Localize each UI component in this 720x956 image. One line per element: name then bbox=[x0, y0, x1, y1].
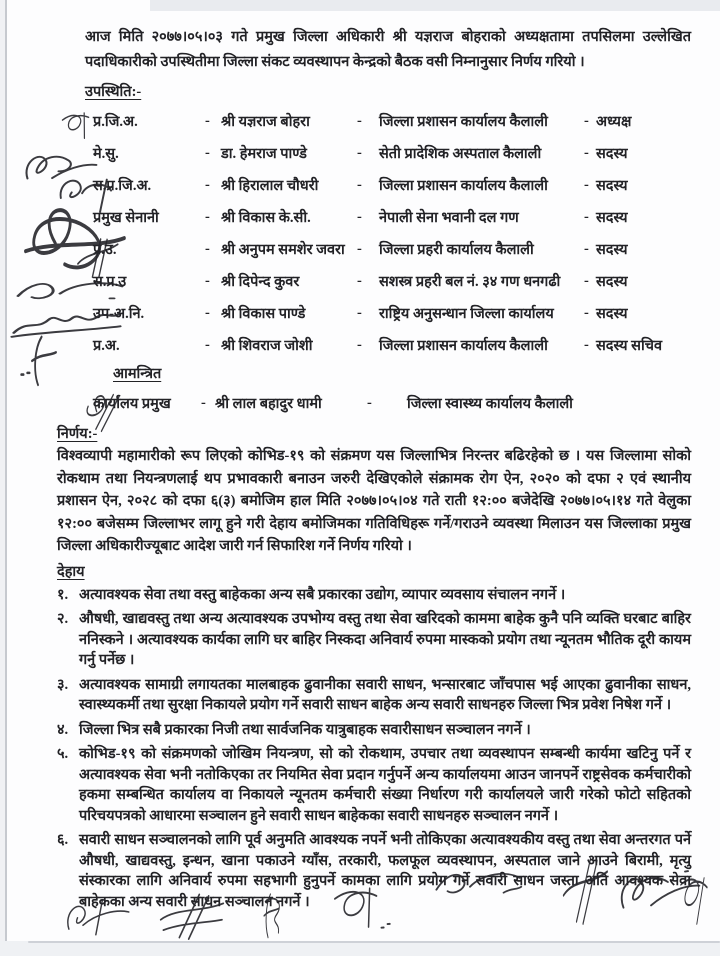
attendee-office: जिल्ला प्रहरी कार्यालय कैलाली bbox=[379, 242, 534, 258]
separator-dash: - bbox=[584, 112, 589, 129]
separator-dash: - bbox=[205, 240, 210, 257]
separator-dash: - bbox=[357, 304, 362, 321]
attendee-role: अध्यक्ष bbox=[596, 114, 632, 130]
attendee-name: श्री यज्ञराज बोहरा bbox=[221, 114, 310, 130]
invited-name: श्री लाल बहादुर धामी bbox=[215, 396, 322, 412]
attendee-office: राष्ट्रिय अनुसन्धान जिल्ला कार्यालय bbox=[379, 306, 554, 322]
attendee-role: सदस्य bbox=[596, 146, 628, 162]
attendee-name: श्री विकास के.सी. bbox=[221, 210, 311, 226]
separator-dash: - bbox=[584, 272, 589, 289]
attendee-name: श्री हिरालाल चौधरी bbox=[221, 178, 319, 194]
attendee-row bbox=[93, 265, 691, 297]
attendee-post: स.प्र.जि.अ. bbox=[93, 178, 152, 194]
document-content bbox=[57, 25, 691, 916]
list-item-text: कोभिड-१९ को संक्रमणको जोखिम नियन्त्रण, सो को रोकथाम, उपचार तथा व्यवस्थापन सम्बन्धी कार्यमा खटिनु पर्ने र अत्यावश्यक सेवा भनी नतोकिएका तर नियमित सेवा प्रदान गर्नुपर्ने अन्य कार्यालयमा आउन जानपर्ने राष्ट्रसेवक कर्मचारीको हकमा सम्बन्धित कार्यालय वा निकायले न्यूनतम कर्मचारी संख्या निर्धारण गरी कार्यालयले जारी गरेको फोटो सहितको परिचयपत्रको आधारमा सञ्चालन हुने सवारी साधन बाहेकका सवारी साधनहरु सञ्चालन नगर्ने । bbox=[79, 746, 691, 824]
separator-dash: - bbox=[367, 394, 372, 411]
invited-row bbox=[93, 387, 691, 419]
list-item bbox=[57, 830, 691, 912]
list-item bbox=[57, 609, 691, 671]
invited-post: कार्यालय प्रमुख bbox=[93, 396, 171, 412]
attendee-post: प्र.जि.अ. bbox=[93, 114, 138, 130]
attendee-row bbox=[93, 105, 691, 137]
separator-dash: - bbox=[357, 144, 362, 161]
decision-paragraph: विश्वव्यापी महामारीको रूप लिएको कोभिड-१९ को संक्रमण यस जिल्लाभित्र निरन्तर बढिरहेको छ । यस जिल्लामा सोको रोकथाम तथा नियन्त्रणलाई थप प्रभावकारी बनाउन जरुरी देखिएकोले संक्रामक रोग ऐन, २०२० को दफा २ एवं स्थानीय प्रशासन ऐन, २०२८ को दफा ६(३) बमोजिम हाल मिति २०७७।०५।०४ गते राती १२:०० बजेदेखि २०७७।०५।१४ गते वेलुका १२:०० बजेसम्म जिल्लाभर लागू हुने गरी देहाय बमोजिमका गतिविधिहरू गर्ने/गराउने व्यवस्था मिलाउन यस जिल्लाका प्रमुख जिल्ला अधिकारीज्यूबाट आदेश जारी गर्न सिफारिश गर्ने निर्णय गरियो । bbox=[57, 448, 691, 554]
attendee-row bbox=[93, 137, 691, 169]
separator-dash: - bbox=[205, 336, 210, 353]
attendee-office: सेती प्रादेशिक अस्पताल कैलाली bbox=[379, 146, 542, 162]
attendee-post: प्र.उ. bbox=[93, 242, 117, 258]
list-item bbox=[57, 720, 691, 741]
separator-dash: - bbox=[205, 112, 210, 129]
list-item-text: जिल्ला भित्र सबै प्रकारका निजी तथा सार्वजनिक यात्रुबाहक सवारीसाधन सञ्चालन नगर्ने । bbox=[79, 721, 531, 738]
separator-dash: - bbox=[357, 176, 362, 193]
separator-dash: - bbox=[584, 176, 589, 193]
invited-heading: आमन्त्रित bbox=[113, 366, 162, 382]
attendee-role: सदस्य bbox=[596, 306, 628, 322]
list-item bbox=[57, 744, 691, 826]
page-bottom-edge bbox=[28, 941, 720, 943]
attendee-row bbox=[93, 201, 691, 233]
separator-dash: - bbox=[205, 304, 210, 321]
scan-top-shadow bbox=[150, 0, 720, 11]
separator-dash: - bbox=[584, 304, 589, 321]
annex-heading: देहाय bbox=[57, 563, 85, 580]
list-item-number: ६. bbox=[57, 832, 69, 848]
attendee-office: जिल्ला प्रशासन कार्यालय कैलाली bbox=[379, 114, 548, 130]
attendee-role: सदस्य bbox=[596, 210, 628, 226]
attendee-row bbox=[93, 297, 691, 329]
separator-dash: - bbox=[205, 176, 210, 193]
separator-dash: - bbox=[201, 394, 206, 411]
list-item-text: अत्यावश्यक सामाग्री लगायतका मालबाहक ढुवानीका सवारी साधन, भन्सारबाट जाँचपास भई आएका ढुवानीका साधन, स्वास्थ्यकर्मी तथा सुरक्षा निकायले प्रयोग गर्ने सवारी साधन बाहेक अन्य सवारी साधनहरु जिल्ला भित्र प्रवेश निषेश गर्ने । bbox=[79, 676, 691, 713]
attendee-row bbox=[93, 169, 691, 201]
attendee-post: उप-अ.नि. bbox=[93, 306, 145, 322]
attendee-role: सदस्य bbox=[596, 178, 628, 194]
document-body bbox=[7, 11, 720, 941]
invited-office: जिल्ला स्वास्थ्य कार्यालय कैलाली bbox=[407, 396, 573, 412]
meeting-intro-paragraph: आज मिति २०७७।०५।०३ गते प्रमुख जिल्ला अधिकारी श्री यज्ञराज बोहराको अध्यक्षतामा तपसिलमा उल्लेखित पदाधिकारीको उपस्थितीमा जिल्ला संकट व्यवस्थापन केन्द्रको बैठक वसी निम्नानुसार निर्णय गरियो । bbox=[85, 29, 691, 70]
separator-dash: - bbox=[357, 112, 362, 129]
attendee-row bbox=[93, 233, 691, 265]
separator-dash: - bbox=[357, 336, 362, 353]
decision-item-list bbox=[57, 585, 691, 913]
attendee-post: प्र.अ. bbox=[93, 338, 120, 354]
attendee-row bbox=[93, 329, 691, 361]
separator-dash: - bbox=[205, 272, 210, 289]
attendee-post: स.प्र.उ bbox=[93, 274, 127, 290]
separator-dash: - bbox=[584, 144, 589, 161]
list-item-number: ५. bbox=[57, 746, 69, 762]
separator-dash: - bbox=[584, 336, 589, 353]
list-item bbox=[57, 585, 691, 606]
list-item-text: अत्यावश्यक सेवा तथा वस्तु बाहेकका अन्य सबै प्रकारका उद्योग, व्यापार व्यवसाय संचालन नगर्ने । bbox=[79, 586, 566, 603]
attendee-post: प्रमुख सेनानी bbox=[93, 210, 159, 226]
list-item-text: औषधी, खाद्यवस्तु तथा अन्य अत्यावश्यक उपभोग्य वस्तु तथा सेवा खरिदको काममा बाहेक कुनै पनि व्यक्ति घरबाट बाहिर ननिस्कने । अत्यावश्यक कार्यका लागि घर बाहिर निस्कदा अनिवार्य रुपमा मास्कको प्रयोग तथा न्यूनतम भौतिक दूरी कायम गर्नु पर्नेछ । bbox=[79, 611, 691, 668]
list-item-number: २. bbox=[57, 611, 69, 627]
attendee-office: नेपाली सेना भवानी दल गण bbox=[379, 210, 519, 226]
attendee-office: सशस्त्र प्रहरी बल नं. ३४ गण धनगढी bbox=[379, 274, 561, 290]
attendee-post: मे.सु. bbox=[93, 146, 119, 162]
list-item-text: सवारी साधन सञ्चालनको लागि पूर्व अनुमति आवश्यक नपर्ने भनी तोकिएका अत्यावश्यकीय वस्तु तथा सेवा अन्तरगत पर्ने औषधी, खाद्यवस्तु, इन्धन, खाना पकाउने ग्याँस, तरकारी, फलफूल व्यवस्थापन, अस्पताल जाने आउने बिरामी, मृत्यु संस्कारका लागि अनिवार्य रुपमा सहभागी हुनुपर्ने कामका लागि प्रयोग गर्ने सवारी साधन जस्ता अति आवश्यक सेवा बाहेकका अन्य सवारी साधन सञ्चालन नगर्ने । bbox=[79, 832, 691, 910]
separator-dash: - bbox=[357, 272, 362, 289]
attendee-name: श्री विकास पाण्डे bbox=[221, 306, 306, 322]
separator-dash: - bbox=[584, 208, 589, 225]
attendee-office: जिल्ला प्रशासन कार्यालय कैलाली bbox=[379, 178, 548, 194]
attendee-name: श्री शिवराज जोशी bbox=[221, 338, 313, 354]
list-item bbox=[57, 675, 691, 716]
separator-dash: - bbox=[357, 208, 362, 225]
scan-bottom-margin bbox=[0, 941, 720, 956]
separator-dash: - bbox=[205, 208, 210, 225]
separator-dash: - bbox=[205, 144, 210, 161]
attendee-role: सदस्य सचिव bbox=[596, 338, 663, 354]
separator-dash: - bbox=[357, 240, 362, 257]
list-item-number: १. bbox=[57, 586, 69, 603]
list-item-number: ४. bbox=[57, 721, 69, 738]
attendee-office: जिल्ला प्रशासन कार्यालय कैलाली bbox=[379, 338, 548, 354]
separator-dash: - bbox=[584, 240, 589, 257]
attendee-role: सदस्य bbox=[596, 242, 628, 258]
attendee-name: श्री अनुपम समशेर जवरा bbox=[221, 242, 345, 258]
decision-heading: निर्णय:- bbox=[57, 426, 98, 442]
attendance-heading: उपस्थिति:- bbox=[85, 84, 142, 100]
attendee-name: डा. हेमराज पाण्डे bbox=[221, 146, 307, 162]
list-item-number: ३. bbox=[57, 676, 69, 693]
attendee-name: श्री दिपेन्द कुवर bbox=[221, 274, 300, 290]
attendee-role: सदस्य bbox=[596, 274, 628, 290]
attendee-table bbox=[93, 105, 691, 361]
